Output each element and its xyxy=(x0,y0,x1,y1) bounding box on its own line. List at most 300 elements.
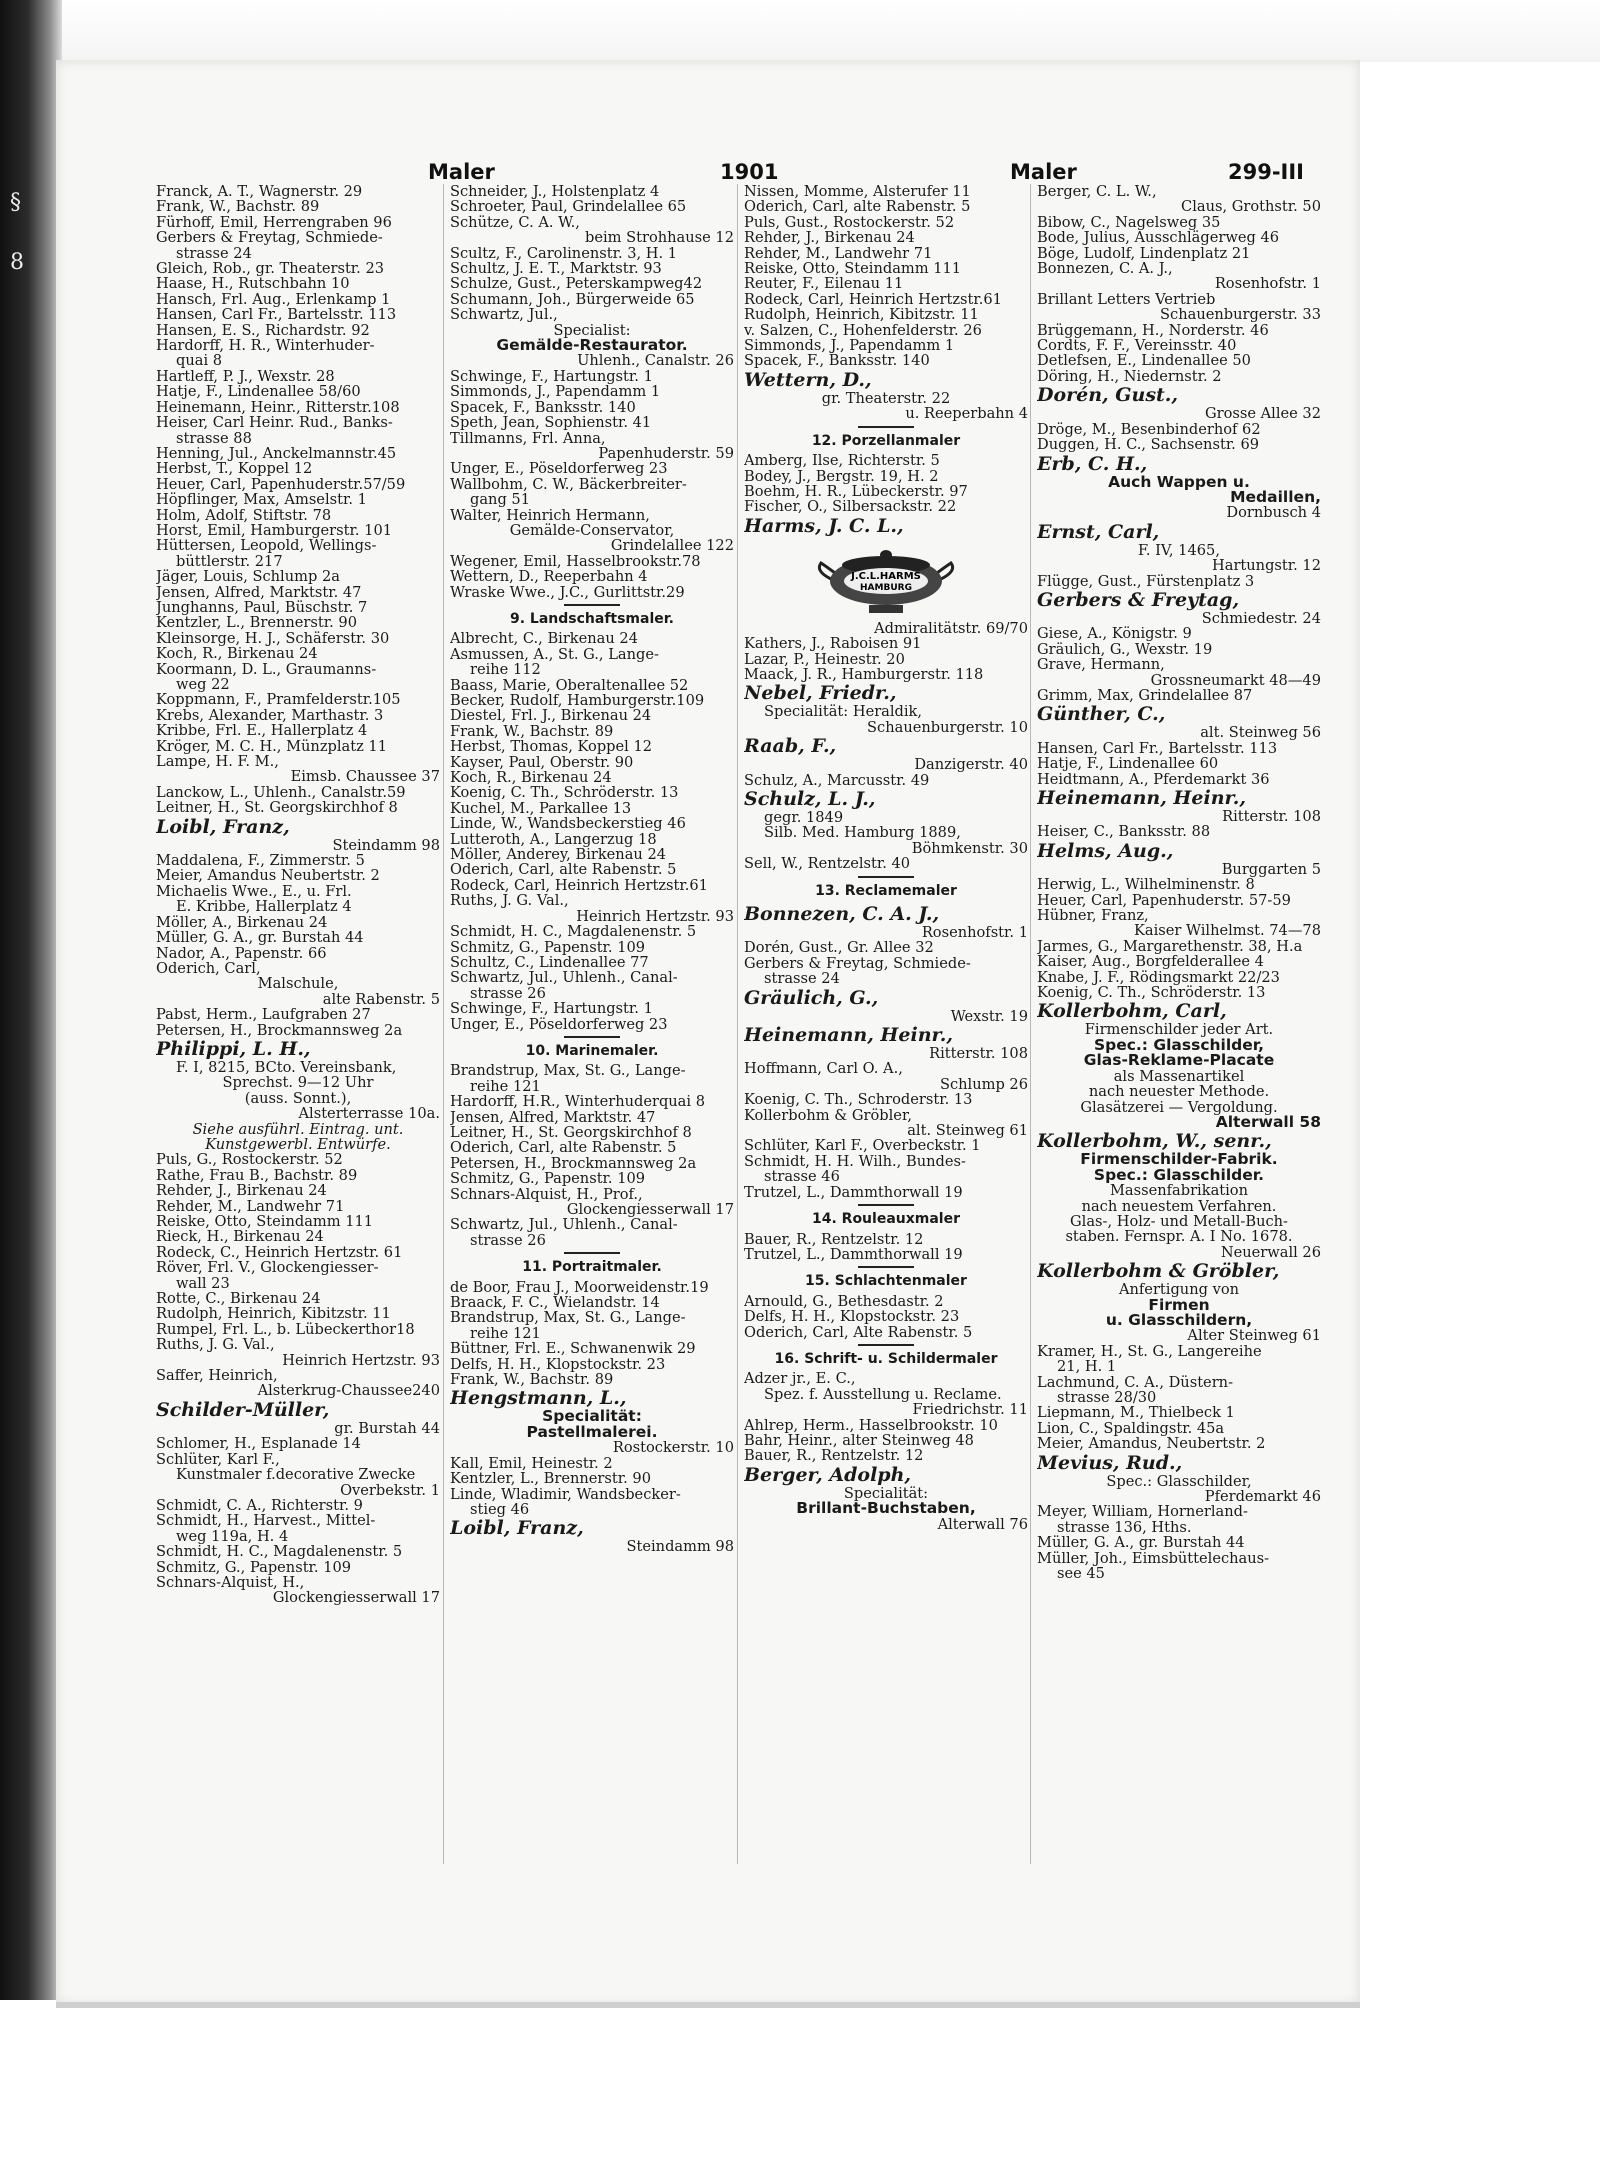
directory-entry: Röver, Frl. V., Glockengiesser- xyxy=(156,1260,379,1276)
featured-entry-name: Loibl, Franz, xyxy=(450,1517,584,1540)
directory-entry: Koenig, C. Th., Schröderstr. 13 xyxy=(450,785,679,801)
directory-entry: Böge, Ludolf, Lindenplatz 21 xyxy=(1037,245,1251,262)
directory-entry: Ruths, J. G. Val., xyxy=(450,893,569,909)
directory-entry: Meier, Amandus Neubertstr. 2 xyxy=(156,868,380,884)
section-heading: 11. Portraitmaler. xyxy=(522,1260,662,1276)
directory-entry: Meyer, William, Hornerland- xyxy=(1037,1504,1248,1520)
directory-entry: Schneider, J., Holstenplatz 4 xyxy=(450,184,660,200)
directory-entry: Alsterterrasse 10a. xyxy=(298,1106,440,1122)
directory-entry: Müller, G. A., gr. Burstah 44 xyxy=(156,930,364,946)
directory-entry: Petersen, H., Brockmannsweg 2a xyxy=(156,1022,403,1038)
directory-entry: Heidtmann, A., Pferdemarkt 36 xyxy=(1037,771,1270,787)
directory-entry: Glasätzerei — Vergoldung. xyxy=(1080,1099,1278,1115)
directory-entry: Schultz, J. E. T., Marktstr. 93 xyxy=(450,261,662,277)
directory-entry: Frank, W., Bachstr. 89 xyxy=(450,723,614,740)
directory-entry: Höpflinger, Max, Amselstr. 1 xyxy=(156,492,367,508)
directory-entry: Lanckow, L., Uhlenh., Canalstr.59 xyxy=(156,784,406,801)
featured-entry-name: Hengstmann, L., xyxy=(450,1387,627,1410)
directory-entry: Grimm, Max, Grindelallee 87 xyxy=(1037,687,1253,704)
directory-entry: Schmidt, C. A., Richterstr. 9 xyxy=(156,1497,363,1514)
directory-entry: Rudolph, Heinrich, Kibitzstr. 11 xyxy=(156,1306,391,1322)
scan-binding-edge xyxy=(0,0,62,2000)
directory-entry: Schultz, C., Lindenallee 77 xyxy=(450,954,649,971)
directory-entry: Knabe, J. F., Rödingsmarkt 22/23 xyxy=(1037,969,1280,986)
directory-entry: Rehder, J., Birkenau 24 xyxy=(744,230,915,246)
directory-entry: Gräulich, G., Wexstr. 19 xyxy=(1037,641,1213,658)
directory-entry: Glas-, Holz- und Metall-Buch- xyxy=(1070,1213,1288,1230)
directory-entry: Alter Steinweg 61 xyxy=(1187,1328,1321,1344)
directory-entry: Kentzler, L., Brennerstr. 90 xyxy=(450,1471,651,1487)
directory-entry: Papenhuderstr. 59 xyxy=(598,445,734,462)
featured-entry-name: Gräulich, G., xyxy=(744,986,879,1009)
featured-entry-name: Kollerbohm & Gröbler, xyxy=(1037,1260,1280,1283)
section-heading: 15. Schlachtenmaler xyxy=(805,1274,967,1290)
directory-entry: strasse 26 xyxy=(470,1232,546,1249)
directory-entry: Wraske Wwe., J.C., Gurlittstr.29 xyxy=(450,584,685,600)
directory-entry: Bonnezen, C. A. J., xyxy=(1037,261,1173,277)
directory-entry: Gleich, Rob., gr. Theaterstr. 23 xyxy=(156,261,385,277)
directory-entry: Specialität: xyxy=(843,1485,929,1502)
directory-entry: strasse 26 xyxy=(470,985,546,1002)
directory-entry: Overbekstr. 1 xyxy=(340,1482,440,1498)
page-bottom-edge xyxy=(56,2002,1360,2008)
directory-entry: Schmidt, H., Harvest., Mittel- xyxy=(156,1513,376,1529)
directory-entry: Schroeter, Paul, Grindelallee 65 xyxy=(450,199,687,215)
directory-entry: Alsterkrug-Chaussee240 xyxy=(257,1383,440,1399)
featured-entry-name: Ernst, Carl, xyxy=(1037,520,1160,543)
directory-entry: Friedrichstr. 11 xyxy=(912,1402,1028,1418)
directory-entry: Kayser, Paul, Oberstr. 90 xyxy=(450,754,634,771)
directory-entry: Specialist: xyxy=(553,322,631,339)
directory-entry: Ritterstr. 108 xyxy=(1222,809,1321,825)
section-divider xyxy=(564,1252,620,1254)
section-divider xyxy=(564,604,620,606)
featured-entry-name: Heinemann, Heinr., xyxy=(1037,787,1246,809)
directory-entry: Junghanns, Paul, Büschstr. 7 xyxy=(156,599,368,616)
directory-entry: Specialität: Heraldik, xyxy=(764,704,923,720)
directory-entry: Krebs, Alexander, Marthastr. 3 xyxy=(156,707,384,724)
directory-entry: Danzigerstr. 40 xyxy=(914,757,1028,773)
directory-entry: Brandstrup, Max, St. G., Lange- xyxy=(450,1063,686,1079)
directory-entry: Petersen, H., Brockmannsweg 2a xyxy=(450,1155,697,1172)
directory-entry: Schlüter, Karl F., xyxy=(156,1451,280,1468)
directory-entry: stieg 46 xyxy=(470,1501,530,1518)
directory-entry: Boehm, H. R., Lübeckerstr. 97 xyxy=(744,483,968,500)
directory-entry: Maddalena, F., Zimmerstr. 5 xyxy=(156,853,365,869)
directory-entry: Uhlenh., Canalstr. 26 xyxy=(577,353,734,369)
advert-line: Medaillen, xyxy=(1230,489,1321,506)
directory-entry: Ahlrep, Herm., Hasselbrookstr. 10 xyxy=(744,1417,998,1433)
directory-entry: E. Kribbe, Hallerplatz 4 xyxy=(176,899,352,915)
directory-entry: strasse 136, Hths. xyxy=(1057,1519,1192,1536)
featured-entry-name: Dorén, Gust., xyxy=(1037,384,1179,407)
directory-entry: Kall, Emil, Heinestr. 2 xyxy=(450,1455,613,1472)
directory-entry: Glockengiesserwall 17 xyxy=(272,1590,440,1606)
directory-entry: Grindelallee 122 xyxy=(610,538,734,554)
directory-entry: gr. Theaterstr. 22 xyxy=(821,390,951,407)
directory-entry: Michaelis Wwe., E., u. Frl. xyxy=(156,883,352,900)
directory-entry: Rehder, J., Birkenau 24 xyxy=(156,1183,327,1199)
directory-entry: Frank, W., Bachstr. 89 xyxy=(156,199,320,215)
directory-entry: u. Reeperbahn 4 xyxy=(905,406,1028,422)
directory-entry: gr. Burstah 44 xyxy=(334,1420,440,1437)
directory-entry: Kaiser Wilhelmst. 74—78 xyxy=(1134,923,1321,939)
directory-entry: Hatje, F., Lindenallee 60 xyxy=(1037,756,1219,772)
featured-entry-name: Loibl, Franz, xyxy=(156,815,290,838)
directory-entry: Rosenhofstr. 1 xyxy=(1214,276,1321,292)
featured-entry-name: Günther, C., xyxy=(1037,703,1166,726)
directory-entry: Gemälde-Conservator, xyxy=(509,522,675,539)
directory-entry: Schmidt, H. H. Wilh., Bundes- xyxy=(744,1153,966,1170)
directory-entry: Böhmkenstr. 30 xyxy=(911,840,1028,857)
directory-entry: büttlerstr. 217 xyxy=(176,553,283,570)
directory-entry: Simmonds, J., Papendamm 1 xyxy=(744,338,955,354)
directory-entry: Leitner, H., St. Georgskirchhof 8 xyxy=(450,1124,692,1141)
directory-entry: Dorén, Gust., Gr. Allee 32 xyxy=(744,940,934,956)
advert-line: Specialität: xyxy=(542,1409,642,1425)
directory-entry: Albrecht, C., Birkenau 24 xyxy=(450,631,638,647)
advert-line: Pastellmalerei. xyxy=(526,1424,658,1441)
directory-entry: Hoffmann, Carl O. A., xyxy=(744,1061,903,1077)
directory-entry: Hansen, Carl Fr., Bartelsstr. 113 xyxy=(156,307,397,323)
directory-entry: Pabst, Herm., Laufgraben 27 xyxy=(156,1007,371,1023)
directory-entry: Hartleff, P. J., Wexstr. 28 xyxy=(156,368,335,385)
directory-entry: Burggarten 5 xyxy=(1221,861,1321,878)
directory-entry: Gerbers & Freytag, Schmiede- xyxy=(156,230,383,246)
directory-entry: Wettern, D., Reeperbahn 4 xyxy=(450,569,648,585)
directory-entry: Schwinge, F., Hartungstr. 1 xyxy=(450,368,653,385)
directory-entry: Linde, Wladimir, Wandsbecker- xyxy=(450,1486,681,1502)
directory-entry: Flügge, Gust., Fürstenplatz 3 xyxy=(1037,573,1255,589)
emblem-text: HAMBURG xyxy=(860,582,912,593)
directory-entry: Gerbers & Freytag, Schmiede- xyxy=(744,955,971,972)
directory-entry: Admiralitätstr. 69/70 xyxy=(874,620,1028,637)
directory-entry: Duggen, H. C., Sachsenstr. 69 xyxy=(1037,437,1260,453)
page-number: 299-III xyxy=(1228,160,1304,184)
directory-entry: Leitner, H., St. Georgskirchhof 8 xyxy=(156,800,398,816)
emblem-text: J.C.L.HARMS xyxy=(851,570,921,582)
directory-entry: Bauer, R., Rentzelstr. 12 xyxy=(744,1448,924,1464)
directory-entry: Heiser, C., Banksstr. 88 xyxy=(1037,824,1211,840)
directory-entry: Braack, F. C., Wielandstr. 14 xyxy=(450,1295,660,1311)
directory-entry: Heinrich Hertzstr. 93 xyxy=(576,908,734,925)
directory-entry: weg 22 xyxy=(176,677,230,693)
advert-line: Brillant-Buchstaben, xyxy=(796,1501,976,1517)
directory-entry: reihe 121 xyxy=(470,1078,541,1095)
directory-entry: Rumpel, Frl. L., b. Lübeckerthor18 xyxy=(156,1321,415,1338)
directory-entry: Anfertigung von xyxy=(1118,1282,1240,1298)
directory-entry: Giese, A., Königstr. 9 xyxy=(1037,626,1192,642)
directory-entry: see 45 xyxy=(1057,1566,1105,1582)
directory-entry: strasse 28/30 xyxy=(1057,1390,1157,1406)
directory-entry: Hübner, Franz, xyxy=(1037,908,1149,924)
directory-entry: Alterwall 76 xyxy=(937,1516,1028,1532)
directory-entry: Eimsb. Chaussee 37 xyxy=(290,769,440,785)
directory-entry: gang 51 xyxy=(470,492,530,508)
directory-entry: Rodeck, Carl, Heinrich Hertzstr.61 xyxy=(744,291,1002,308)
directory-entry: Schlüter, Karl F., Overbeckstr. 1 xyxy=(744,1138,981,1154)
directory-entry: Rudolph, Heinrich, Kibitzstr. 11 xyxy=(744,307,979,323)
directory-entry: Holm, Adolf, Stiftstr. 78 xyxy=(156,507,332,523)
directory-entry: Cordts, F. F., Vereinsstr. 40 xyxy=(1037,338,1237,354)
directory-entry: quai 8 xyxy=(176,353,223,369)
directory-entry: Müller, Joh., Eimsbüttelechaus- xyxy=(1037,1550,1270,1567)
directory-entry: Kröger, M. C. H., Münzplatz 11 xyxy=(156,738,387,755)
advert-line: Firmenschilder-Fabrik. xyxy=(1080,1152,1278,1168)
directory-entry: Wegener, Emil, Hasselbrookstr.78 xyxy=(450,553,701,570)
directory-entry: Grave, Hermann, xyxy=(1037,657,1165,673)
directory-entry: Spacek, F., Banksstr. 140 xyxy=(744,353,930,369)
directory-entry: Heuer, Carl, Papenhuderstr.57/59 xyxy=(156,476,406,493)
directory-entry: Firmenschilder jeder Art. xyxy=(1084,1022,1274,1038)
directory-entry: Schlump 26 xyxy=(939,1076,1028,1093)
directory-entry: Ruths, J. G. Val., xyxy=(156,1337,275,1353)
directory-entry: Sell, W., Rentzelstr. 40 xyxy=(744,856,911,872)
directory-entry: Wexstr. 19 xyxy=(950,1008,1028,1025)
directory-entry: Puls, G., Rostockerstr. 52 xyxy=(156,1152,343,1168)
directory-entry: Heinemann, Heinr., Ritterstr.108 xyxy=(156,399,400,416)
advert-line: Gemälde-Restaurator. xyxy=(496,338,688,354)
section-divider xyxy=(858,1344,914,1346)
directory-entry: Oderich, Carl, alte Rabenstr. 5 xyxy=(744,199,971,215)
advert-line: Glas-Reklame-Placate xyxy=(1083,1053,1275,1069)
directory-entry: Schwartz, Jul., Uhlenh., Canal- xyxy=(450,970,678,986)
directory-entry: strasse 46 xyxy=(764,1169,840,1185)
directory-entry: Koenig, C. Th., Schröderstr. 13 xyxy=(1037,985,1266,1001)
directory-entry: F. I, 8215, BCto. Vereinsbank, xyxy=(176,1059,397,1076)
directory-entry: Kleinsorge, H. J., Schäferstr. 30 xyxy=(156,630,390,647)
directory-entry: Koormann, D. L., Graumanns- xyxy=(156,661,377,677)
directory-entry: Schmidt, H. C., Magdalenenstr. 5 xyxy=(156,1544,403,1560)
directory-entry: Bodey, J., Bergstr. 19, H. 2 xyxy=(744,468,939,484)
directory-entry: Glockengiesserwall 17 xyxy=(566,1202,734,1218)
directory-entry: Reiske, Otto, Steindamm 111 xyxy=(744,261,962,277)
directory-entry: Lutteroth, A., Langerzug 18 xyxy=(450,831,657,848)
featured-entry-name: Harms, J. C. L., xyxy=(744,514,904,537)
directory-entry: Spec.: Glasschilder, xyxy=(1106,1473,1252,1490)
directory-entry: Saffer, Heinrich, xyxy=(156,1368,278,1384)
directory-entry: Kunstmaler f.decorative Zwecke xyxy=(176,1467,416,1483)
directory-entry: Oderich, Carl, Alte Rabenstr. 5 xyxy=(744,1324,973,1340)
column-rule xyxy=(1030,184,1031,1864)
directory-entry: Scultz, F., Carolinenstr. 3, H. 1 xyxy=(450,245,678,262)
directory-entry: Hüttersen, Leopold, Wellings- xyxy=(156,538,377,554)
directory-entry: Schlomer, H., Esplanade 14 xyxy=(156,1436,361,1452)
directory-entry: Oderich, Carl, xyxy=(156,960,261,977)
directory-entry: Herwig, L., Wilhelminenstr. 8 xyxy=(1037,877,1255,893)
featured-entry-name: Raab, F., xyxy=(744,735,837,758)
directory-entry: Grossneumarkt 48—49 xyxy=(1150,672,1321,688)
directory-entry: Unger, E., Pöseldorferweg 23 xyxy=(450,1016,668,1032)
directory-entry: Koppmann, F., Pramfelderstr.105 xyxy=(156,692,401,708)
directory-entry: Kramer, H., St. G., Langereihe xyxy=(1037,1343,1262,1360)
directory-entry: Spez. f. Ausstellung u. Reclame. xyxy=(764,1386,1002,1403)
directory-entry: Walter, Heinrich Hermann, xyxy=(450,507,650,523)
directory-entry: Kunstgewerbl. Entwürfe. xyxy=(205,1136,391,1153)
directory-entry: Bibow, C., Nagelsweg 35 xyxy=(1037,214,1221,231)
featured-entry-name: Helms, Aug., xyxy=(1037,839,1174,862)
directory-entry: Oderich, Carl, alte Rabenstr. 5 xyxy=(450,862,677,878)
directory-entry: Kaiser, Aug., Borgfelderallee 4 xyxy=(1037,954,1264,970)
directory-entry: Baass, Marie, Oberaltenallee 52 xyxy=(450,677,689,693)
directory-entry: v. Salzen, C., Hohenfelderstr. 26 xyxy=(744,322,982,339)
column-rule xyxy=(443,184,444,1864)
directory-entry: Bode, Julius, Ausschlägerweg 46 xyxy=(1037,230,1280,246)
directory-entry: 21, H. 1 xyxy=(1057,1359,1117,1375)
directory-entry: weg 119a, H. 4 xyxy=(176,1528,289,1545)
directory-entry: Fischer, O., Silbersackstr. 22 xyxy=(744,499,957,515)
directory-entry: Rehder, M., Landwehr 71 xyxy=(156,1198,345,1214)
directory-entry: Rathe, Frau B., Bachstr. 89 xyxy=(156,1167,358,1184)
directory-entry: Schütze, C. A. W., xyxy=(450,214,580,231)
directory-entry: Frank, W., Bachstr. 89 xyxy=(450,1372,614,1388)
directory-entry: staben. Fernspr. A. I No. 1678. xyxy=(1065,1229,1293,1245)
directory-entry: Puls, Gust., Rostockerstr. 52 xyxy=(744,214,955,231)
directory-entry: Linde, W., Wandsbeckerstieg 46 xyxy=(450,816,686,832)
directory-entry: Kathers, J., Raboisen 91 xyxy=(744,636,922,652)
directory-entry: Haase, H., Rutschbahn 10 xyxy=(156,276,350,292)
section-heading: 10. Marinemaler. xyxy=(525,1043,659,1059)
advert-line: Spec.: Glasschilder. xyxy=(1093,1167,1265,1184)
directory-entry: Lachmund, C. A., Düstern- xyxy=(1037,1374,1233,1390)
directory-entry: Speth, Jean, Sophienstr. 41 xyxy=(450,415,652,431)
directory-column-3 xyxy=(744,184,1028,1532)
directory-entry: Schmitz, G., Papenstr. 109 xyxy=(450,1171,646,1187)
directory-entry: Herbst, T., Koppel 12 xyxy=(156,461,313,477)
directory-entry: Maack, J. R., Hamburgerstr. 118 xyxy=(744,666,984,683)
directory-entry: Diestel, Frl. J., Birkenau 24 xyxy=(450,708,652,724)
directory-entry: (auss. Sonnt.), xyxy=(244,1090,352,1107)
directory-entry: Schumann, Joh., Bürgerweide 65 xyxy=(450,291,695,308)
directory-entry: Claus, Grothstr. 50 xyxy=(1181,199,1321,215)
directory-entry: Trutzel, L., Dammthorwall 19 xyxy=(744,1246,963,1263)
directory-entry: Hartungstr. 12 xyxy=(1212,558,1321,574)
featured-entry-name: Schulz, L. J., xyxy=(744,787,876,810)
directory-entry: reihe 112 xyxy=(470,662,541,678)
directory-entry: Schnars-Alquist, H., xyxy=(156,1574,305,1591)
directory-entry: Steindamm 98 xyxy=(332,837,440,854)
directory-entry: als Massenartikel xyxy=(1113,1068,1245,1085)
directory-entry: alt. Steinweg 61 xyxy=(907,1123,1028,1139)
featured-entry-name: Bonnezen, C. A. J., xyxy=(744,903,940,925)
directory-entry: Reuter, F., Eilenau 11 xyxy=(744,276,904,292)
directory-entry: Schmiedestr. 24 xyxy=(1201,610,1321,627)
directory-entry: Nissen, Momme, Alsterufer 11 xyxy=(744,184,971,200)
directory-entry: Brillant Letters Vertrieb xyxy=(1037,291,1216,308)
directory-entry: nach neuester Methode. xyxy=(1088,1084,1270,1100)
directory-entry: Rieck, H., Birkenau 24 xyxy=(156,1229,324,1245)
directory-entry: Oderich, Carl, alte Rabenstr. 5 xyxy=(450,1140,677,1156)
header-year: 1901 xyxy=(720,160,779,184)
section-heading: 14. Rouleauxmaler xyxy=(811,1212,960,1228)
featured-entry-name: Kollerbohm, Carl, xyxy=(1037,1000,1227,1023)
directory-entry: Rosenhofstr. 1 xyxy=(921,925,1028,941)
section-heading: 12. Porzellanmaler xyxy=(811,433,961,449)
directory-entry: Unger, E., Pöseldorferweg 23 xyxy=(450,461,668,477)
directory-entry: Dornbusch 4 xyxy=(1226,505,1321,521)
advert-line: Firmen xyxy=(1148,1297,1210,1313)
featured-entry-name: Wettern, D., xyxy=(744,368,872,391)
directory-entry: Müller, G. A., gr. Burstah 44 xyxy=(1037,1535,1245,1551)
directory-entry: Schulz, A., Marcusstr. 49 xyxy=(744,772,930,788)
directory-entry: Koch, R., Birkenau 24 xyxy=(450,770,612,786)
directory-entry: Koch, R., Birkenau 24 xyxy=(156,646,318,662)
section-divider xyxy=(858,1204,914,1206)
directory-entry: Trutzel, L., Dammthorwall 19 xyxy=(744,1184,963,1201)
directory-entry: Schauenburgerstr. 10 xyxy=(867,719,1028,736)
directory-entry: Reiske, Otto, Steindamm 111 xyxy=(156,1214,374,1230)
directory-entry: Simmonds, J., Papendamm 1 xyxy=(450,384,661,400)
directory-entry: Fürhoff, Emil, Herrengraben 96 xyxy=(156,214,392,231)
featured-entry-name: Philippi, L. H., xyxy=(156,1037,311,1060)
featured-entry-name: Kollerbohm, W., senr., xyxy=(1037,1130,1272,1153)
directory-entry: Liepmann, M., Thielbeck 1 xyxy=(1037,1405,1235,1421)
featured-entry-name: Erb, C. H., xyxy=(1037,452,1148,475)
section-heading: 16. Schrift- u. Schildermaler xyxy=(774,1351,998,1367)
directory-entry: Döring, H., Niedernstr. 2 xyxy=(1037,368,1222,385)
directory-entry: alt. Steinweg 56 xyxy=(1200,725,1321,741)
directory-entry: Schwinge, F., Hartungstr. 1 xyxy=(450,1001,653,1017)
directory-entry: Horst, Emil, Hamburgerstr. 101 xyxy=(156,522,393,539)
directory-entry: strasse 24 xyxy=(764,971,840,987)
directory-entry: Heuer, Carl, Papenhuderstr. 57-59 xyxy=(1037,892,1291,909)
directory-entry: Möller, A., Birkenau 24 xyxy=(156,914,328,931)
directory-entry: Grosse Allee 32 xyxy=(1204,406,1321,422)
directory-entry: nach neuestem Verfahren. xyxy=(1081,1198,1277,1214)
directory-entry: Möller, Anderey, Birkenau 24 xyxy=(450,847,667,863)
directory-entry: Delfs, H. H., Klopstockstr. 23 xyxy=(744,1309,960,1325)
directory-entry: Heinrich Hertzstr. 93 xyxy=(282,1352,440,1369)
directory-entry: Kentzler, L., Brennerstr. 90 xyxy=(156,615,357,631)
directory-entry: Ritterstr. 108 xyxy=(929,1046,1028,1062)
directory-entry: Rodeck, Carl, Heinrich Hertzstr.61 xyxy=(450,877,708,894)
directory-entry: Delfs, H. H., Klopstockstr. 23 xyxy=(450,1356,666,1373)
directory-entry: Schauenburgerstr. 33 xyxy=(1160,307,1321,323)
directory-entry: Arnould, G., Bethesdastr. 2 xyxy=(744,1293,944,1310)
directory-entry: Schmidt, H. C., Magdalenenstr. 5 xyxy=(450,924,697,940)
directory-entry: Brüggemann, H., Norderstr. 46 xyxy=(1037,322,1269,339)
directory-entry: Schulze, Gust., Peterskampweg42 xyxy=(450,276,703,292)
scan-top-margin xyxy=(0,0,1600,62)
directory-entry: strasse 88 xyxy=(176,430,252,446)
directory-entry: Schmitz, G., Papenstr. 109 xyxy=(156,1559,352,1575)
directory-entry: Hansen, Carl Fr., Bartelsstr. 113 xyxy=(1037,740,1278,757)
directory-entry: Schwartz, Jul., xyxy=(450,307,558,323)
directory-entry: strasse 24 xyxy=(176,245,252,262)
directory-entry: Pferdemarkt 46 xyxy=(1204,1489,1321,1505)
directory-entry: Jensen, Alfred, Marktstr. 47 xyxy=(450,1109,656,1125)
directory-entry: Meier, Amandus, Neubertstr. 2 xyxy=(1037,1436,1266,1452)
directory-entry: Siehe ausführl. Eintrag. unt. xyxy=(192,1121,404,1137)
directory-entry: Massenfabrikation xyxy=(1109,1183,1248,1199)
directory-entry: Jensen, Alfred, Marktstr. 47 xyxy=(156,584,362,600)
directory-entry: Rehder, M., Landwehr 71 xyxy=(744,245,933,262)
directory-entry: Hardorff, H.R., Winterhuderquai 8 xyxy=(450,1094,705,1110)
directory-column-2 xyxy=(450,184,734,1555)
directory-entry: Silb. Med. Hamburg 1889, xyxy=(764,825,961,841)
directory-entry: Lion, C., Spaldingstr. 45a xyxy=(1037,1420,1225,1437)
directory-entry: Asmussen, A., St. G., Lange- xyxy=(450,646,659,663)
featured-entry-name: Nebel, Friedr., xyxy=(744,682,897,705)
directory-entry: Lampe, H. F. M., xyxy=(156,754,279,770)
section-heading: 13. Reclamemaler xyxy=(815,883,957,899)
directory-entry: Jarmes, G., Margarethenstr. 38, H.a xyxy=(1037,938,1303,955)
directory-entry: Rodeck, C., Heinrich Hertzstr. 61 xyxy=(156,1244,403,1261)
section-divider xyxy=(858,426,914,428)
directory-entry: Sprechst. 9—12 Uhr xyxy=(222,1075,374,1091)
directory-entry: reihe 121 xyxy=(470,1325,541,1342)
directory-entry: Tillmanns, Frl. Anna, xyxy=(450,430,606,446)
